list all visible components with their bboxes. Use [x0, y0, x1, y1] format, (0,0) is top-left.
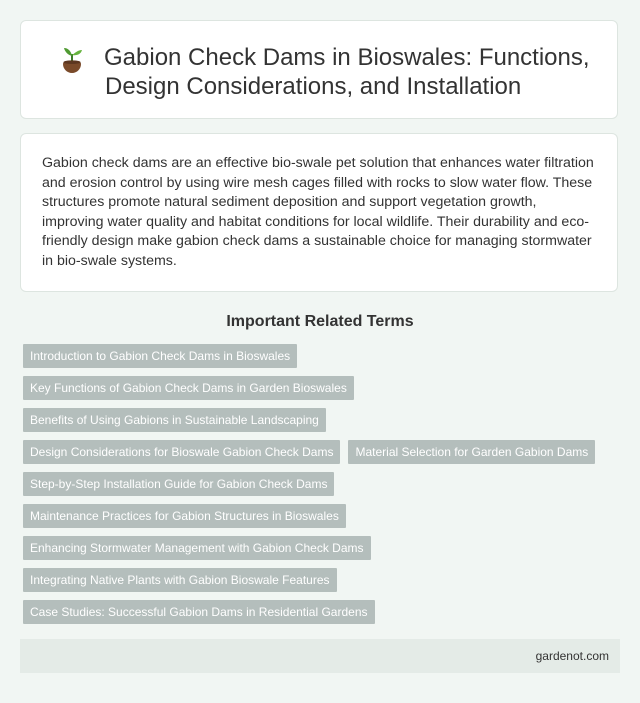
page-title-line-1: Gabion Check Dams in Bioswales: Functions,: [104, 44, 590, 71]
term-tag[interactable]: Introduction to Gabion Check Dams in Bioswales: [23, 344, 297, 368]
term-row: [23, 472, 623, 496]
footer: [20, 639, 620, 673]
term-tag[interactable]: Enhancing Stormwater Management with Gabion Check Dams: [23, 536, 371, 560]
term-row: [23, 376, 623, 400]
term-row: [23, 568, 623, 592]
term-tag[interactable]: Key Functions of Gabion Check Dams in Garden Bioswales: [23, 376, 354, 400]
term-row: [23, 440, 623, 464]
sprout-icon: [57, 45, 87, 75]
summary-card: [20, 133, 618, 292]
term-row: [23, 536, 623, 560]
term-tag[interactable]: Step-by-Step Installation Guide for Gabion Check Dams: [23, 472, 334, 496]
term-tag[interactable]: Material Selection for Garden Gabion Dams: [348, 440, 595, 464]
term-tag[interactable]: Integrating Native Plants with Gabion Bioswale Features: [23, 568, 337, 592]
page-title: [104, 43, 590, 101]
term-tag[interactable]: Case Studies: Successful Gabion Dams in Residential Gardens: [23, 600, 375, 624]
term-tag[interactable]: Maintenance Practices for Gabion Structures in Bioswales: [23, 504, 346, 528]
term-tag[interactable]: Benefits of Using Gabions in Sustainable Landscaping: [23, 408, 326, 432]
title-card: [20, 20, 618, 119]
term-row: [23, 408, 623, 432]
site-name[interactable]: gardenot.com: [535, 649, 609, 663]
term-row: [23, 504, 623, 528]
term-row: [23, 344, 623, 368]
related-terms-heading: Important Related Terms: [226, 313, 414, 330]
summary-text: Gabion check dams are an effective bio-swale pet solution that enhances water filtration and erosion control by using wire mesh cages filled with rocks to slow water flow. These structures promote natural sediment deposition and support vegetation growth, improving water quality and habitat conditions for local wildlife. Their durability and eco-friendly design make gabion check dams a sustainable choice for managing stormwater in bio-swale systems.: [42, 155, 594, 269]
term-tag[interactable]: Design Considerations for Bioswale Gabion Check Dams: [23, 440, 340, 464]
term-row: [23, 600, 623, 624]
page-title-line-2: Design Considerations, and Installation: [105, 73, 522, 100]
related-terms-list: [23, 344, 623, 632]
title-row: [57, 43, 590, 101]
